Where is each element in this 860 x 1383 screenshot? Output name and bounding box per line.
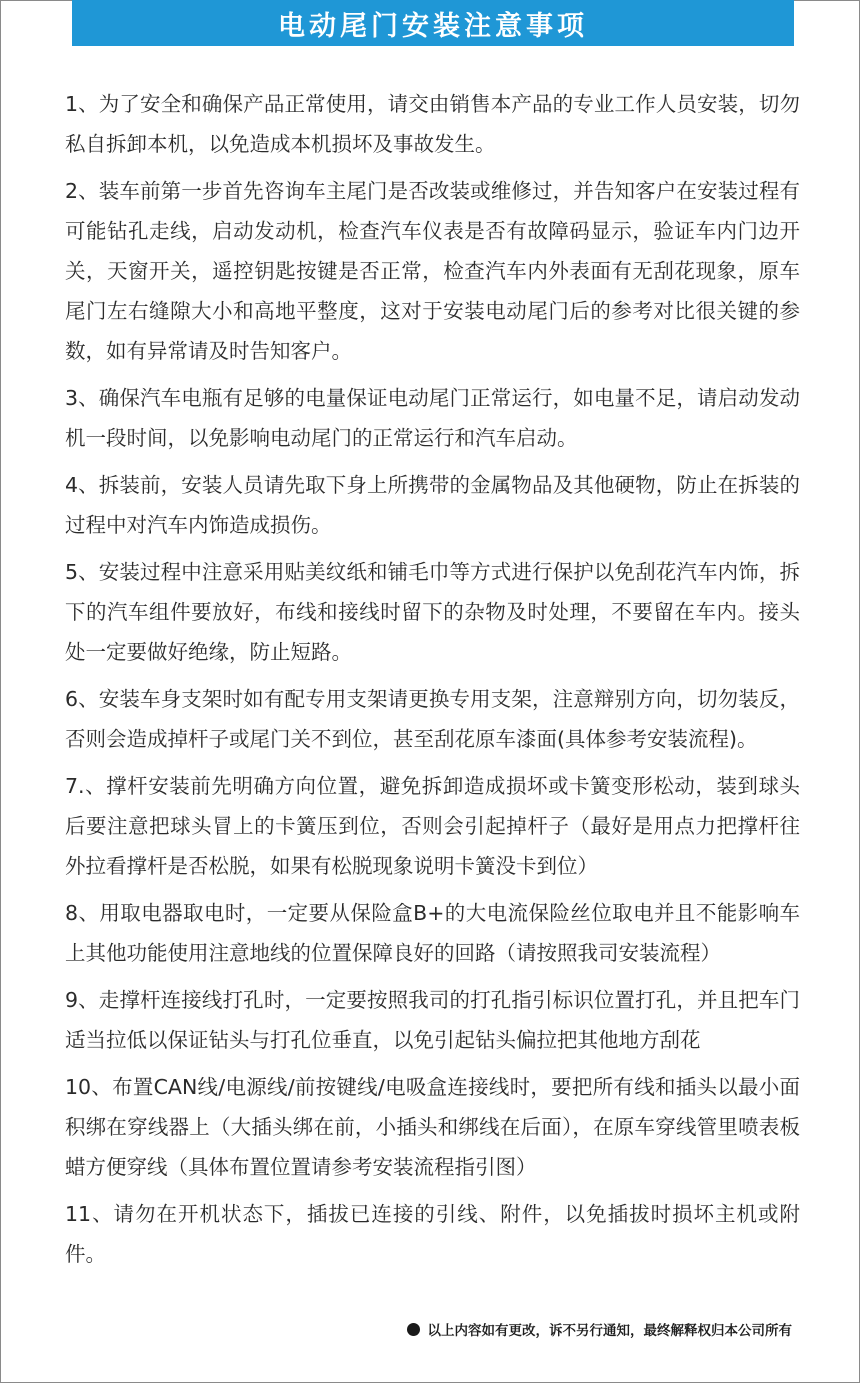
title-banner (72, 0, 794, 46)
notice-item-6: 6、安装车身支架时如有配专用支架请更换专用支架，注意辩别方向，切勿装反，否则会造成掉杆子或尾门关不到位，甚至刮花原车漆面(具体参考安装流程)。 (65, 687, 800, 751)
notice-list (65, 84, 800, 1281)
page-title: 电动尾门安装注意事项 (278, 10, 588, 42)
notice-item-9: 9、走撑杆连接线打孔时，一定要按照我司的打孔指引标识位置打孔，并且把车门适当拉低以保证钻头与打孔位垂直，以免引起钻头偏拉把其他地方刮花 (65, 988, 800, 1052)
notice-item-8: 8、用取电器取电时，一定要从保险盒B+的大电流保险丝位取电并且不能影响车上其他功能使用注意地线的位置保障良好的回路（请按照我司安装流程） (65, 901, 800, 965)
notice-item-11: 11、请勿在开机状态下，插拔已连接的引线、附件，以免插拔时损坏主机或附件。 (65, 1202, 800, 1266)
notice-item-7: 7.、撑杆安装前先明确方向位置，避免拆卸造成损坏或卡簧变形松动，装到球头后要注意把球头冒上的卡簧压到位，否则会引起掉杆子（最好是用点力把撑杆往外拉看撑杆是否松脱，如果有松脱现象说明卡簧没卡到位） (65, 774, 800, 878)
notice-item-5: 5、安装过程中注意采用贴美纹纸和铺毛巾等方式进行保护以免刮花汽车内饰，拆下的汽车组件要放好，布线和接线时留下的杂物及时处理，不要留在车内。接头处一定要做好绝缘，防止短路。 (65, 560, 800, 664)
bullet-dot-icon (407, 1323, 420, 1336)
notice-item-2: 2、装车前第一步首先咨询车主尾门是否改装或维修过，并告知客户在安装过程有可能钻孔走线，启动发动机，检查汽车仪表是否有故障码显示，验证车内门边开关，天窗开关，遥控钥匙按键是否正常，检查汽车内外表面有无刮花现象，原车尾门左右缝隙大小和高地平整度，这对于安装电动尾门后的参考对比很关键的参数，如有异常请及时告知客户。 (65, 179, 800, 363)
footer-note: 以上内容如有更改，诉不另行通知，最终解释权归本公司所有 (427, 1323, 792, 1339)
notice-item-3: 3、确保汽车电瓶有足够的电量保证电动尾门正常运行，如电量不足，请启动发动机一段时间，以免影响电动尾门的正常运行和汽车启动。 (65, 386, 800, 450)
notice-item-10: 10、布置CAN线/电源线/前按键线/电吸盒连接线时，要把所有线和插头以最小面积绑在穿线器上（大插头绑在前，小插头和绑线在后面），在原车穿线管里喷表板蜡方便穿线（具体布置位置请参考安装流程指引图） (65, 1075, 800, 1179)
footer-disclaimer (407, 1319, 793, 1339)
notice-item-1: 1、为了安全和确保产品正常使用，请交由销售本产品的专业工作人员安装，切勿私自拆卸本机，以免造成本机损坏及事故发生。 (65, 92, 800, 156)
notice-item-4: 4、拆装前，安装人员请先取下身上所携带的金属物品及其他硬物，防止在拆装的过程中对汽车内饰造成损伤。 (65, 473, 800, 537)
